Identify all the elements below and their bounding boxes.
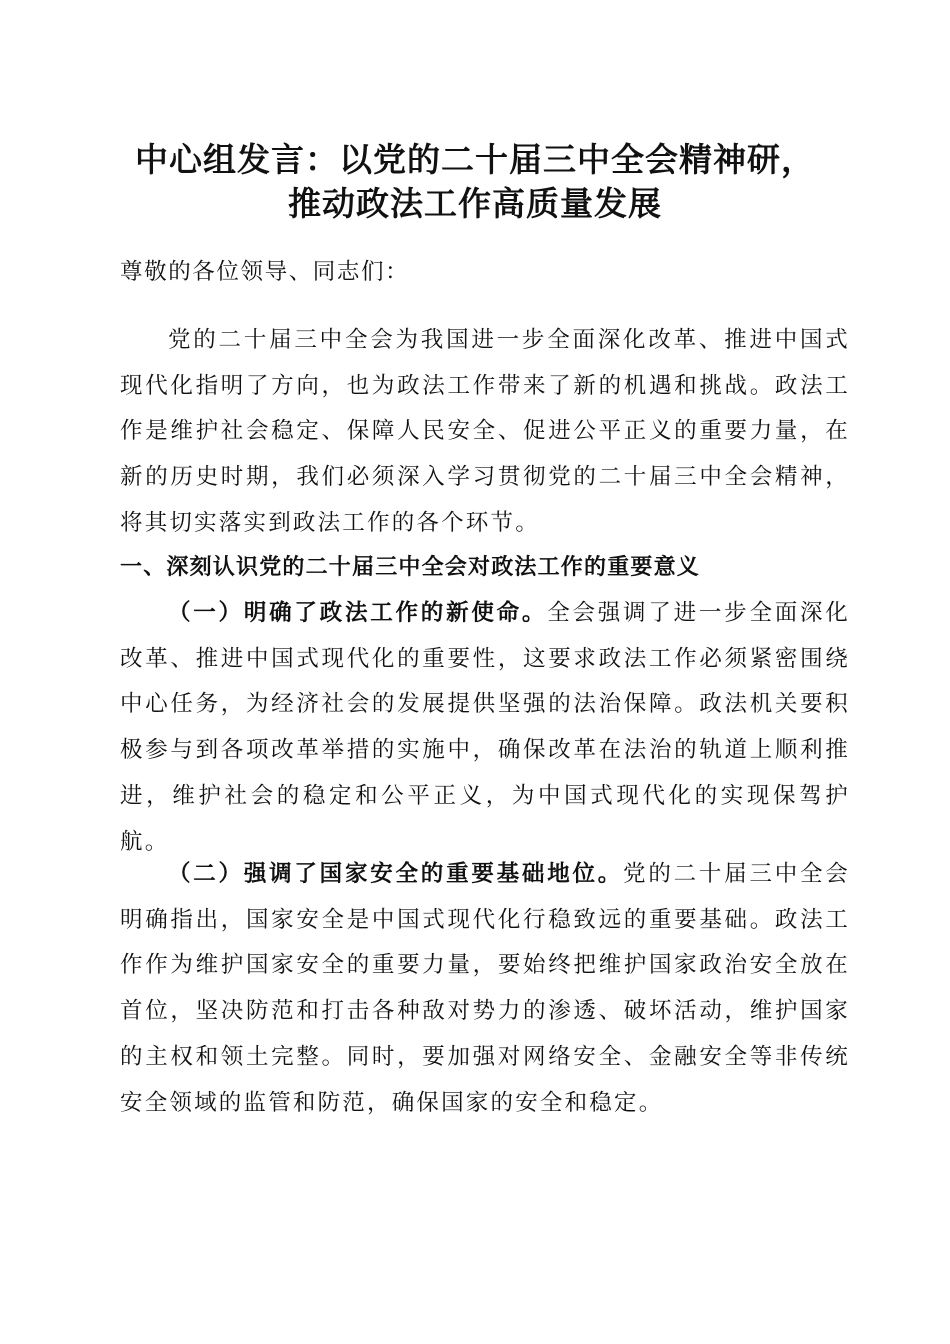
document-title-line-2: 推动政法工作高质量发展 [288, 184, 662, 223]
section-heading-1: 一、深刻认识党的二十届三中全会对政法工作的重要意义 [120, 555, 701, 580]
salutation: 尊敬的各位领导、同志们： [120, 259, 410, 285]
paragraph-intro: 党的二十届三中全会为我国进一步全面深化改革、推进中国式现代化指明了方向，也为政法工作带来了新的机遇和挑战。政法工作是维护社会稳定、保障人民安全、促进公平正义的重要力量，在新的历史时期，我们必须深入学习贯彻党的二十届三中全会精神，将其切实落实到政法工作的各个环节。 [120, 327, 850, 536]
item-1-body: 全会强调了进一步全面深化改革、推进中国式现代化的重要性，这要求政法工作必须紧密围绕中心任务，为经济社会的发展提供坚强的法治保障。政法机关要积极参与到各项改革举措的实施中，确保改革在法治的轨道上顺利推进，维护社会的稳定和公平正义，为中国式现代化的实现保驾护航。 [120, 600, 850, 855]
item-1-lead: （一）明确了政法工作的新使命。 [168, 600, 548, 626]
item-2-body: 党的二十届三中全会明确指出，国家安全是中国式现代化行稳致远的重要基础。政法工作作为维护国家安全的重要力量，要始终把维护国家政治安全放在首位，坚决防范和打击各种敌对势力的渗透、破坏活动，维护国家的主权和领土完整。同时，要加强对网络安全、金融安全等非传统安全领域的监管和防范，确保国家的安全和稳定。 [120, 861, 850, 1116]
document-title-line-1: 中心组发言：以党的二十届三中全会精神研， [135, 140, 815, 179]
paragraph-item-2 [120, 852, 850, 1126]
paragraph-item-1 [120, 591, 850, 865]
item-2-lead: （二）强调了国家安全的重要基础地位。 [168, 861, 624, 887]
